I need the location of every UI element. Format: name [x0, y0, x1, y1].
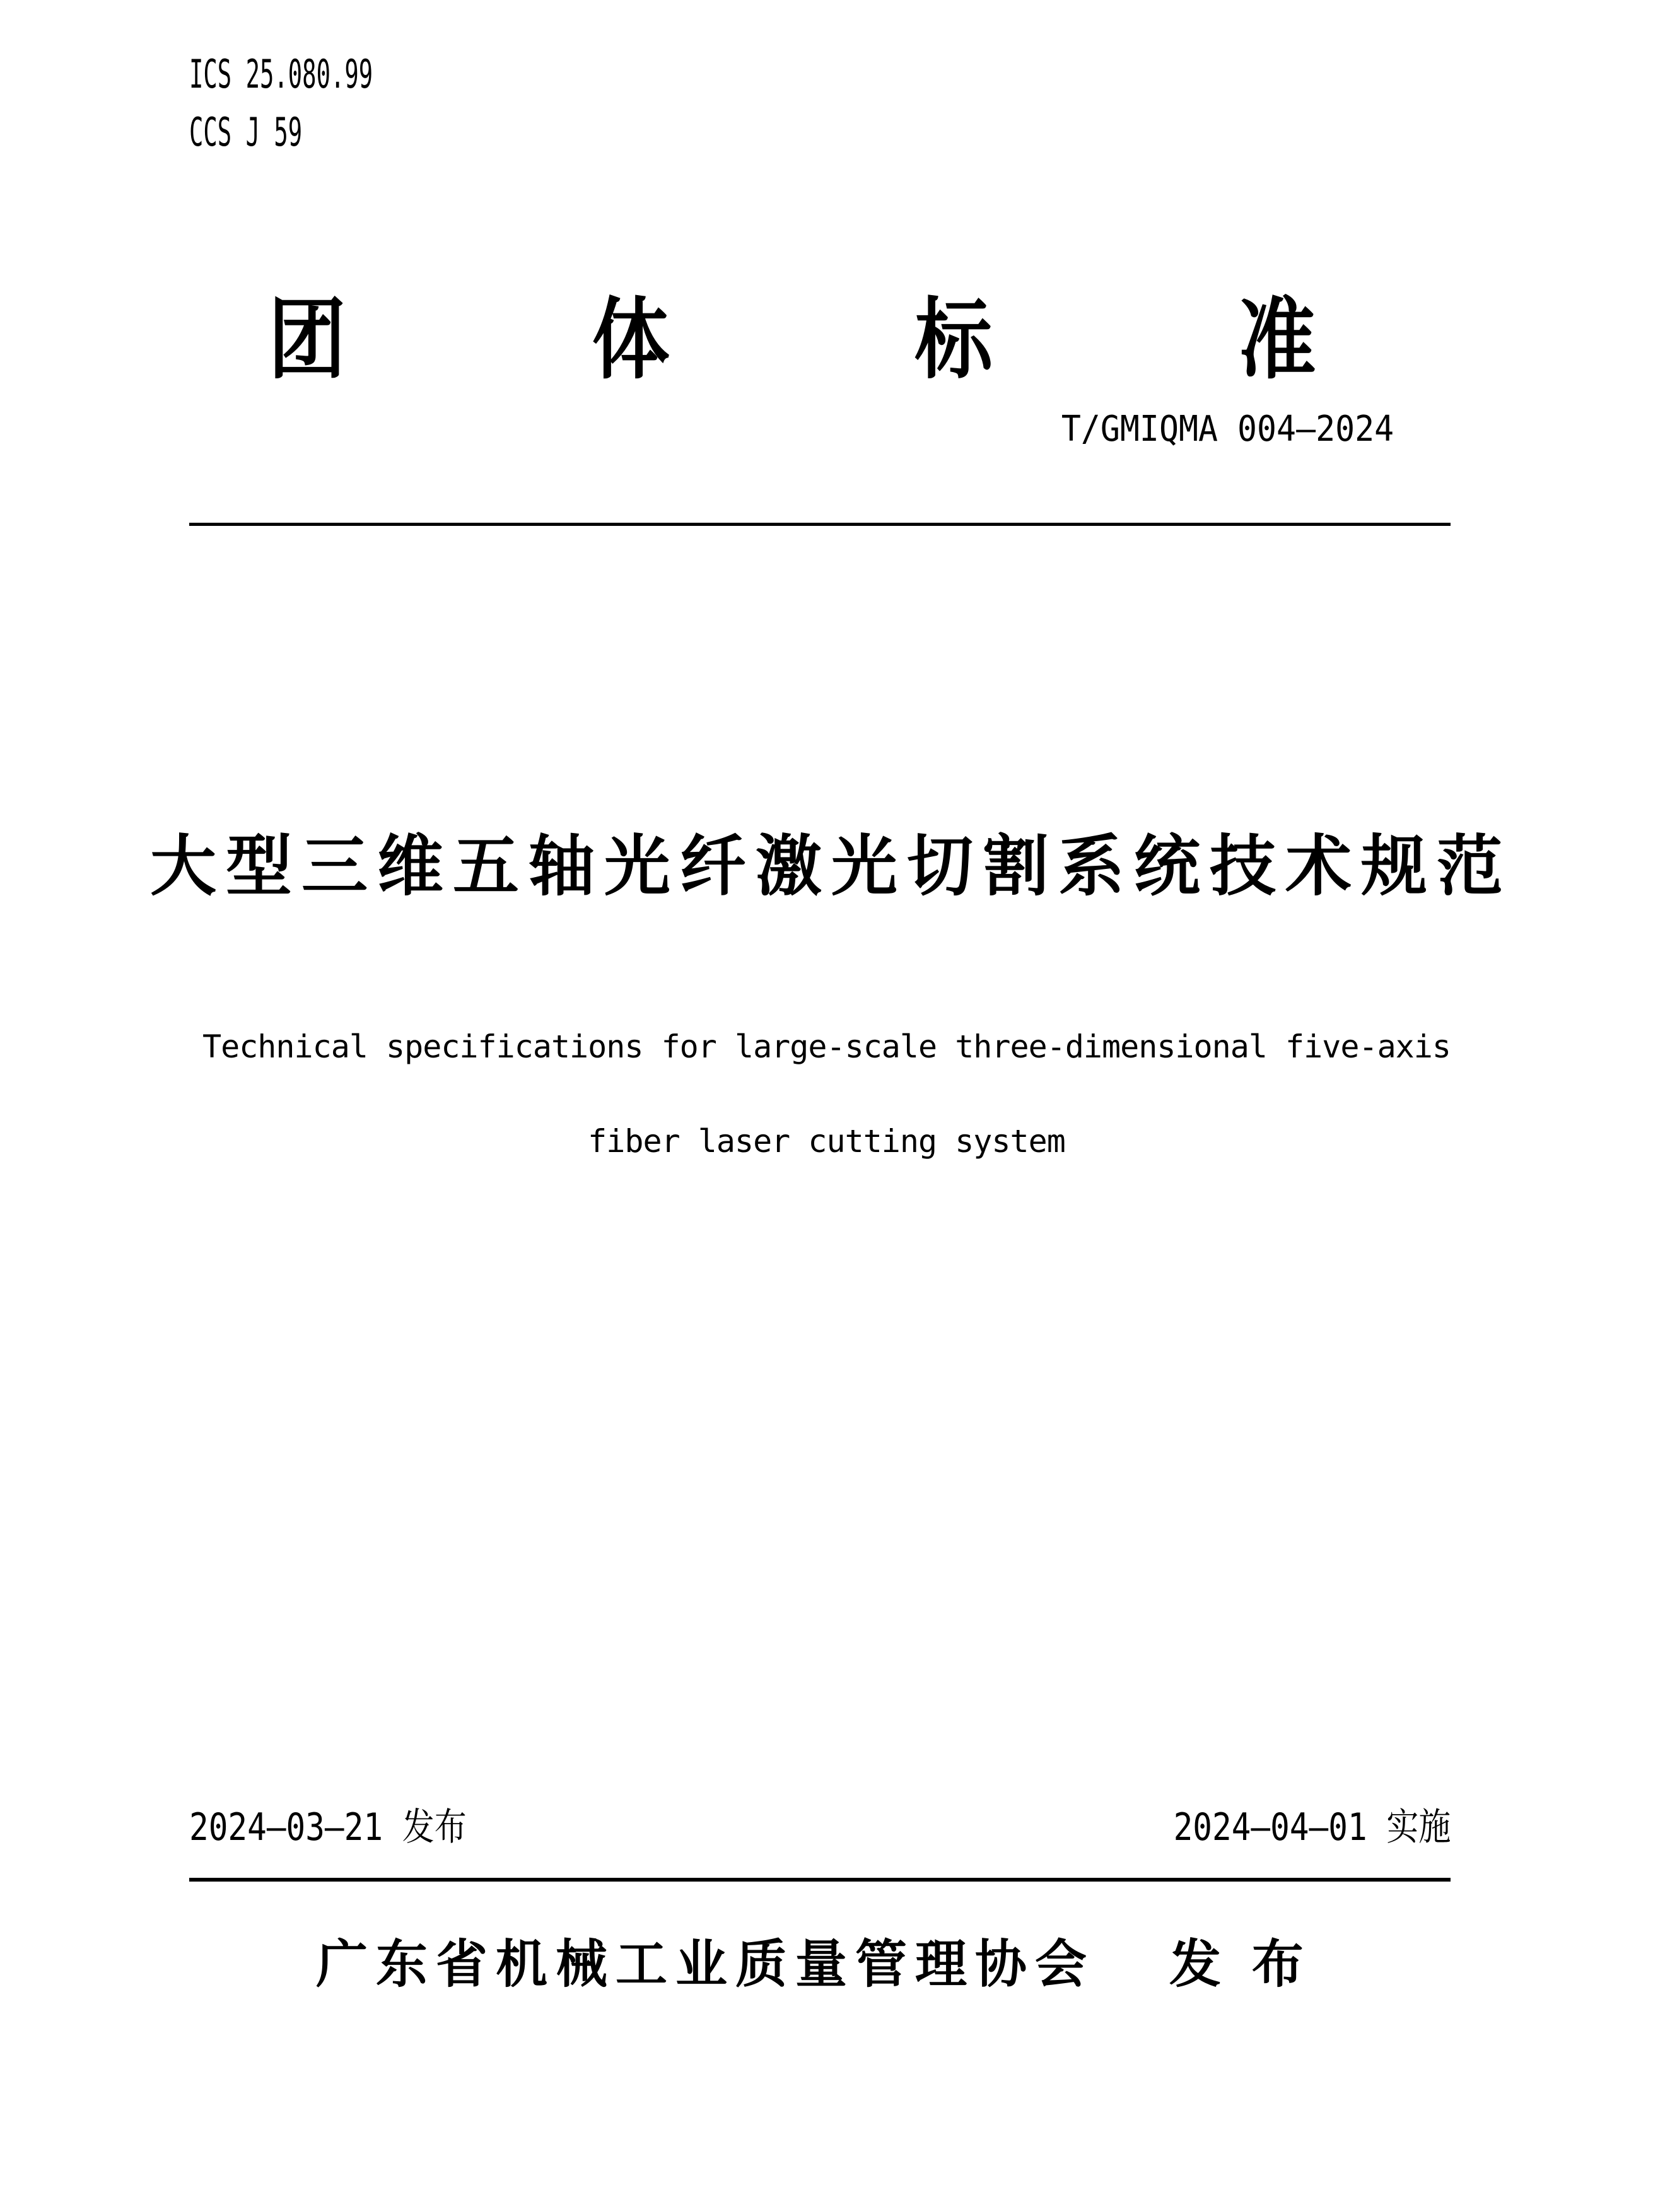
- publisher-row: [316, 1935, 1312, 1995]
- publish-label: 发 布: [1169, 1936, 1312, 1993]
- title-english-line1: Technical specifications for large-scale three-dimensional five-axis: [202, 1028, 1451, 1065]
- ccs-code: CCS J 59: [189, 109, 303, 155]
- doc-type-char-3: 标: [914, 290, 993, 389]
- issue-date: 2024—03—21 发布: [189, 1805, 467, 1849]
- standard-number: T/GMIQMA 004—2024: [1061, 409, 1394, 450]
- title-english-line2: fiber laser cutting system: [588, 1123, 1065, 1160]
- ics-code: ICS 25.080.99: [189, 51, 373, 97]
- doc-type-char-4: 准: [1238, 290, 1316, 389]
- publisher-name: 广东省机械工业质量管理协会: [316, 1936, 1095, 1993]
- title-chinese: 大型三维五轴光纤激光切割系统技术规范: [149, 830, 1512, 904]
- title-english: [0, 999, 1653, 1189]
- classification-codes: [189, 45, 373, 161]
- date-row: [189, 1805, 1451, 1850]
- doc-type-title: [263, 290, 1321, 389]
- doc-type-char-1: 团: [268, 290, 346, 389]
- bottom-rule: [189, 1878, 1451, 1882]
- top-rule: [189, 523, 1451, 526]
- doc-type-char-2: 体: [592, 290, 670, 389]
- implement-date: 2024—04—01 实施: [1173, 1805, 1451, 1849]
